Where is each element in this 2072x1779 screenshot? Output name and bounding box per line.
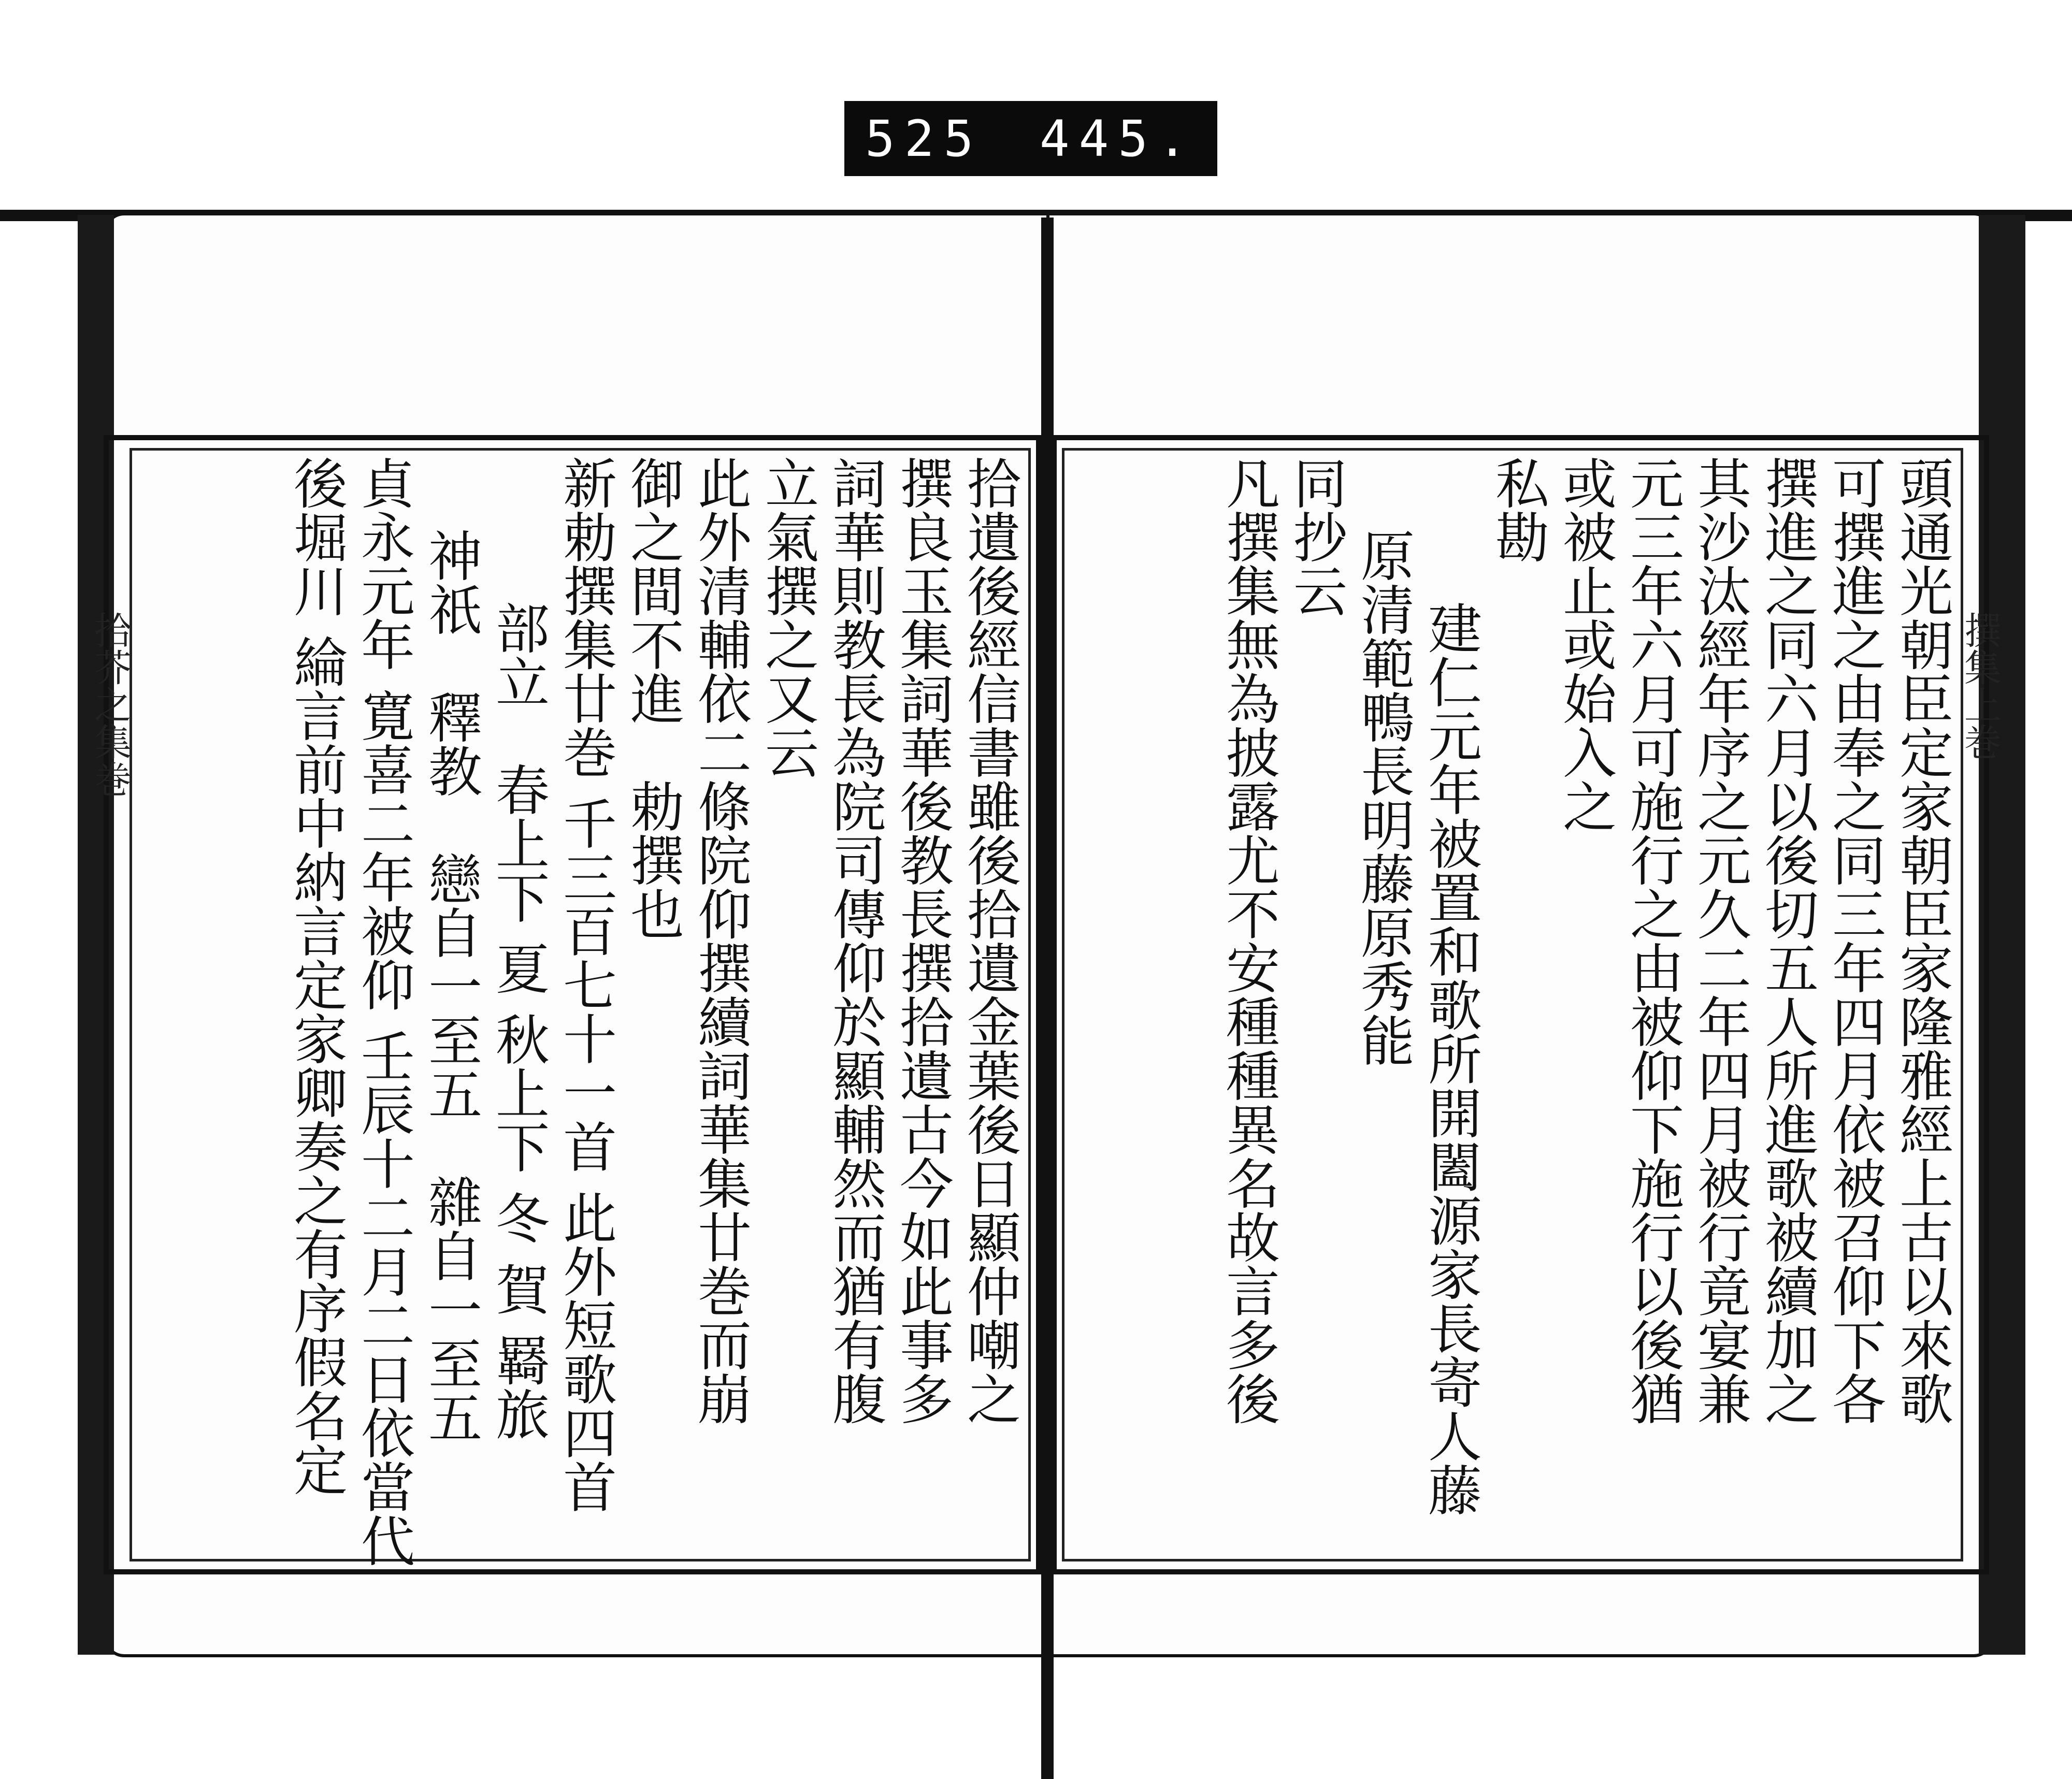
left-col-11: 後堀川 綸言前中納言定家卿奏之有序假名定 [284,456,348,1497]
left-col-4: 立氣撰之又云 [756,456,819,779]
right-col-4: 其沙汰經年序之元久二年四月被行竟宴兼 [1688,456,1751,1425]
right-col-3: 撰進之同六月以後切五人所進歌被續加之 [1756,456,1819,1425]
archive-label [844,101,1217,176]
left-col-9: 神祇 釋教 戀自一至五 雜自一至五 [419,528,482,1444]
right-col-7: 私勘 [1486,456,1549,563]
left-page-text [137,456,1023,1568]
left-col-8: 部立 春上下 夏 秋上下 冬 賀 羇旅 [486,601,550,1441]
right-col-10: 同抄云 [1284,456,1347,617]
left-col-2: 撰良玉集詞華後教長撰拾遺古今如此事多 [890,456,954,1425]
right-col-6: 或被止或始入之 [1553,456,1617,833]
archive-number-left: 525 [865,109,983,168]
left-margin-title: 拾芥之集巻 [88,611,132,798]
right-margin-title: 撰集上巻 [1958,611,2002,760]
left-col-5: 此外清輔依二條院仰撰續詞華集廿巻而崩 [688,456,752,1425]
right-col-5: 元三年六月可施行之由被仰下施行以後猶 [1621,456,1684,1425]
right-col-2: 可撰進之由奉之同三年四月依被召仰下各 [1823,456,1886,1425]
left-col-1: 拾遺後經信書雖後拾遺金葉後日顯仲嘲之 [958,456,1021,1425]
left-col-7: 新勅撰集廿巻 千三百七十一首 此外短歌四首 [554,456,617,1514]
right-page-text [1070,456,1955,1554]
right-col-9: 原清範鴨長明藤原秀能 [1351,528,1415,1067]
left-col-3: 詞華則教長為院司傳仰於顯輔然而猶有腹 [823,456,886,1425]
right-col-11: 凡撰集無為披露尤不安種種異名故言多後 [1217,456,1280,1425]
right-col-8: 建仁元年被置和歌所開闔源家長寄人藤 [1419,601,1482,1516]
archive-number-right: 445. [1039,109,1197,168]
left-col-10: 貞永元年 寛喜二年被仰 壬辰十二月二日依當代 [352,456,415,1568]
left-col-6: 御之間不進 勅撰也 [621,456,684,941]
right-col-1: 頭通光朝臣定家朝臣家隆雅經上古以來歌 [1890,456,1953,1425]
